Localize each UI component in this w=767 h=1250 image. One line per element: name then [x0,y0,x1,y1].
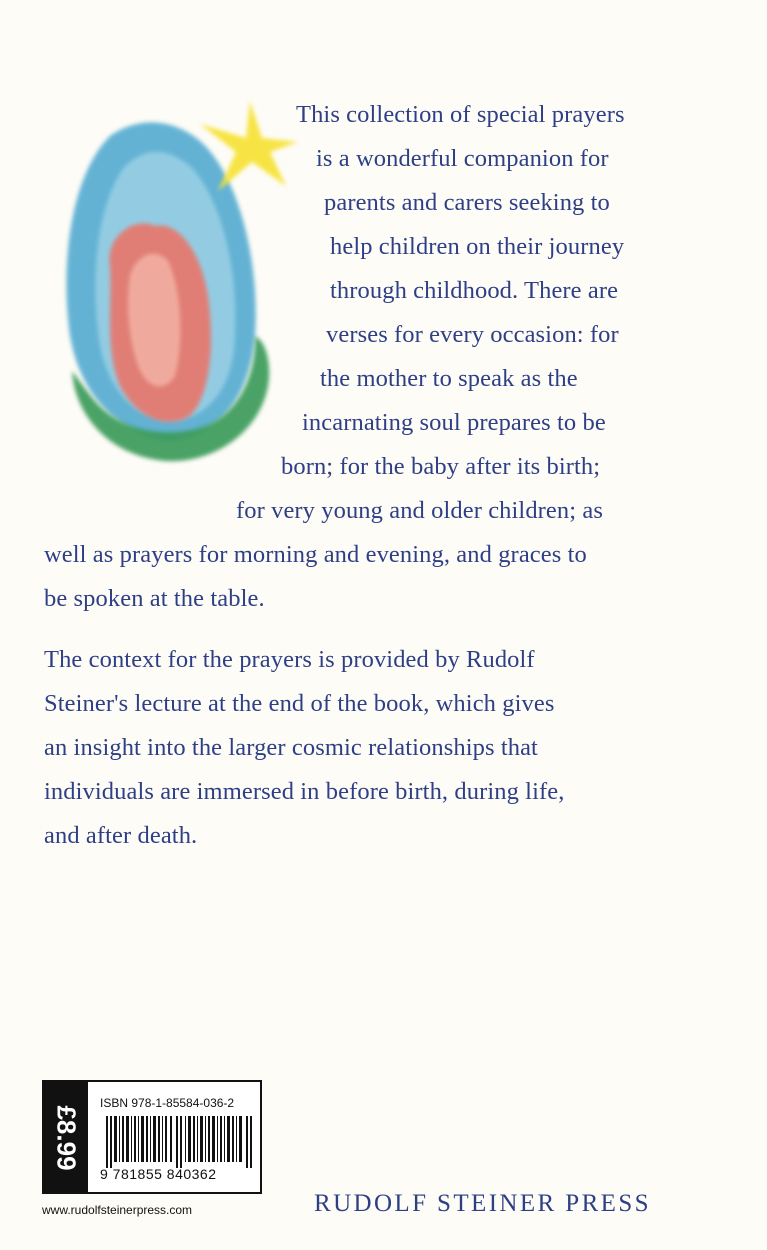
publisher-website: www.rudolfsteinerpress.com [42,1203,193,1217]
blurb-line: for very young and older children; as [236,497,604,524]
blurb-line: help children on their journey [330,233,625,260]
ean-digits: 9 781855 840362 [100,1166,217,1182]
barcode-panel [42,1080,262,1194]
publisher-name: RUDOLF STEINER PRESS [314,1190,651,1217]
blurb-line: the mother to speak as the [320,365,578,392]
blurb-line: parents and carers seeking to [324,189,610,216]
blurb-line: verses for every occasion: for [326,321,619,348]
isbn-label: ISBN 978-1-85584-036-2 [100,1096,235,1110]
blurb-line: The context for the prayers is provided by Rudolf [44,646,535,673]
blurb-line: individuals are immersed in before birth, during life, [44,778,565,805]
blurb-line: an insight into the larger cosmic relationships that [44,734,538,761]
price-label: £8.99 [51,1105,82,1171]
blurb-line: and after death. [44,822,198,849]
blurb-line: born; for the baby after its birth; [281,453,601,480]
watercolor-illustration [50,96,300,476]
blurb-line: be spoken at the table. [44,585,265,612]
price-strip [44,1082,88,1192]
blurb-line: well as prayers for morning and evening, and graces to [44,541,587,568]
blurb-line: through childhood. There are [330,277,619,304]
blurb-line: is a wonderful companion for [316,145,609,172]
blurb-line: Steiner's lecture at the end of the book, which gives [44,690,555,717]
blurb-line: incarnating soul prepares to be [302,409,606,436]
barcode-bars [106,1116,256,1168]
blurb-line: This collection of special prayers [296,101,625,128]
